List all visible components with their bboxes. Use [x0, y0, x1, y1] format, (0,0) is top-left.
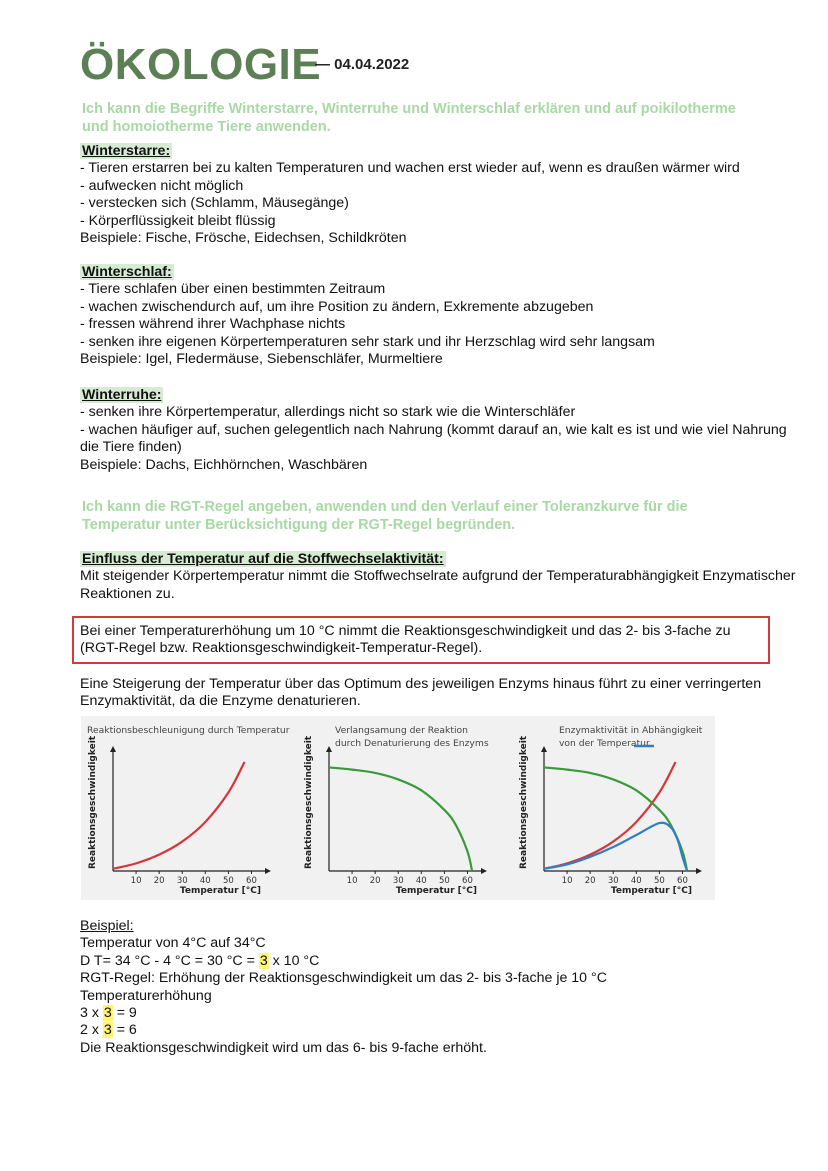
x-tick-label: 10 — [561, 876, 573, 886]
x-tick-label: 60 — [677, 876, 688, 886]
example-line: RGT-Regel: Erhöhung der Reaktionsgeschwindigkeit um das 2- bis 3-fache je 10 °C — [80, 970, 607, 987]
list-item: - fressen während ihrer Wachphase nichts — [80, 316, 346, 333]
y-axis-label: Reaktionsgeschwindigkeit — [88, 735, 98, 869]
optimum-paragraph: Eine Steigerung der Temperatur über das Optimum des jeweiligen Enzyms hinaus führt zu einer verringerten Enzymaktivität, da die Enzyme denaturieren. — [80, 676, 762, 710]
x-tick-label: 60 — [246, 876, 257, 886]
highlight: 3 — [103, 1022, 112, 1039]
temperature-charts — [81, 716, 715, 900]
example-line: D T= 34 °C - 4 °C = 30 °C = 3 x 10 °C — [80, 952, 320, 969]
chart-title: Verlangsamung der Reaktion — [335, 725, 468, 736]
list-item: - Körperflüssigkeit bleibt flüssig — [80, 212, 276, 229]
page-date: — 04.04.2022 — [315, 56, 410, 73]
list-item: - wachen zwischendurch auf, um ihre Position zu ändern, Exkremente abzugeben — [80, 298, 594, 315]
example-line: Temperatur von 4°C auf 34°C — [80, 935, 266, 952]
rgt-rule-text: Bei einer Temperaturerhöhung um 10 °C nimmt die Reaktionsgeschwindigkeit und das 2- bis 3-fache zu (RGT-Regel bzw. Reaktionsgeschwindigkeit-Temperatur-Regel). — [80, 623, 731, 657]
example-line: 3 x 3 = 9 — [80, 1005, 137, 1022]
y-axis-label: Reaktionsgeschwindigkeit — [519, 735, 529, 869]
chart-title: durch Denaturierung des Enzyms — [335, 738, 489, 749]
highlight: 3 — [259, 952, 268, 969]
x-tick-label: 20 — [584, 876, 596, 886]
example-line: 2 x 3 = 6 — [80, 1022, 137, 1039]
section-winterstarre — [80, 143, 800, 247]
chart-title: Reaktionsbeschleunigung durch Temperatur — [87, 725, 290, 736]
section-heading: Beispiel: — [80, 918, 134, 934]
series-line — [329, 767, 472, 871]
list-item: - aufwecken nicht möglich — [80, 177, 244, 194]
x-tick-label: 50 — [222, 876, 234, 886]
series-line — [544, 823, 687, 871]
section-heading: Einfluss der Temperatur auf die Stoffwechselaktivität: — [82, 551, 444, 567]
x-tick-label: 10 — [346, 876, 358, 886]
highlight: 3 — [103, 1005, 112, 1022]
learning-goal-1: Ich kann die Begriffe Winterstarre, Winterruhe und Winterschlaf erklären und auf poikilotherme und homoiotherme Tiere anwenden. — [82, 101, 736, 135]
x-axis-arrow — [696, 868, 702, 874]
section-heading: Winterstarre: — [82, 143, 171, 159]
section-beispiel — [80, 918, 800, 1057]
x-tick-label: 60 — [462, 876, 473, 886]
y-axis-arrow — [110, 746, 116, 752]
x-tick-label: 20 — [153, 876, 165, 886]
examples-line: Beispiele: Dachs, Eichhörnchen, Waschbären — [80, 456, 368, 473]
x-tick-label: 30 — [607, 876, 619, 886]
y-axis-arrow — [541, 746, 547, 752]
examples-line: Beispiele: Igel, Fledermäuse, Siebenschläfer, Murmeltiere — [80, 351, 443, 368]
examples-line: Beispiele: Fische, Frösche, Eidechsen, Schildkröten — [80, 230, 407, 247]
x-axis-label: Temperatur [°C] — [395, 886, 477, 896]
list-item: - Tieren erstarren bei zu kalten Temperaturen und wachen erst wieder auf, wenn es draußen wärmer wird — [80, 160, 740, 177]
section-winterschlaf — [80, 264, 800, 368]
x-tick-label: 50 — [438, 876, 450, 886]
y-axis-label: Reaktionsgeschwindigkeit — [304, 735, 314, 869]
x-tick-label: 30 — [392, 876, 404, 886]
series-line — [113, 762, 245, 869]
x-tick-label: 40 — [630, 876, 642, 886]
list-item: - wachen häufiger auf, suchen gelegentlich nach Nahrung (kommt darauf an, wie kalt es ist und wie viel Nahrung die Tiere finden) — [80, 421, 787, 456]
list-item: - senken ihre Körpertemperatur, allerdings nicht so stark wie die Winterschläfer — [80, 404, 576, 421]
list-item: - Tiere schlafen über einen bestimmten Zeitraum — [80, 281, 386, 298]
x-axis-label: Temperatur [°C] — [610, 886, 692, 896]
learning-goal-2: Ich kann die RGT-Regel angeben, anwenden und den Verlauf einer Toleranzkurve für die Temperatur unter Berücksichtigung der RGT-Regel begründen. — [82, 499, 688, 533]
chart-title: von der Temperatur — [559, 738, 650, 749]
paragraph: Mit steigender Körpertemperatur nimmt die Stoffwechselrate aufgrund der Temperaturabhängigkeit Enzymatischer Reaktionen zu. — [80, 568, 796, 602]
x-tick-label: 40 — [415, 876, 427, 886]
section-heading: Winterschlaf: — [82, 264, 172, 280]
list-item: - verstecken sich (Schlamm, Mäusegänge) — [80, 195, 349, 212]
page-title: ÖKOLOGIE — [80, 40, 322, 89]
x-tick-label: 50 — [653, 876, 665, 886]
x-axis-arrow — [265, 868, 271, 874]
section-winterruhe — [80, 387, 800, 474]
x-axis-label: Temperatur [°C] — [179, 886, 261, 896]
x-tick-label: 40 — [199, 876, 211, 886]
list-item: - senken ihre eigenen Körpertemperaturen sehr stark und ihr Herzschlag wird sehr langsam — [80, 333, 655, 350]
x-tick-label: 20 — [369, 876, 381, 886]
example-line: Temperaturerhöhung — [80, 987, 212, 1004]
y-axis-arrow — [326, 746, 332, 752]
charts-svg — [81, 716, 715, 900]
section-einfluss — [80, 551, 800, 603]
x-axis-arrow — [481, 868, 487, 874]
section-heading: Winterruhe: — [82, 387, 162, 403]
example-line: Die Reaktionsgeschwindigkeit wird um das 6- bis 9-fache erhöht. — [80, 1039, 487, 1056]
x-tick-label: 30 — [176, 876, 188, 886]
x-tick-label: 10 — [130, 876, 142, 886]
chart-title: Enzymaktivität in Abhängigkeit — [559, 725, 703, 736]
